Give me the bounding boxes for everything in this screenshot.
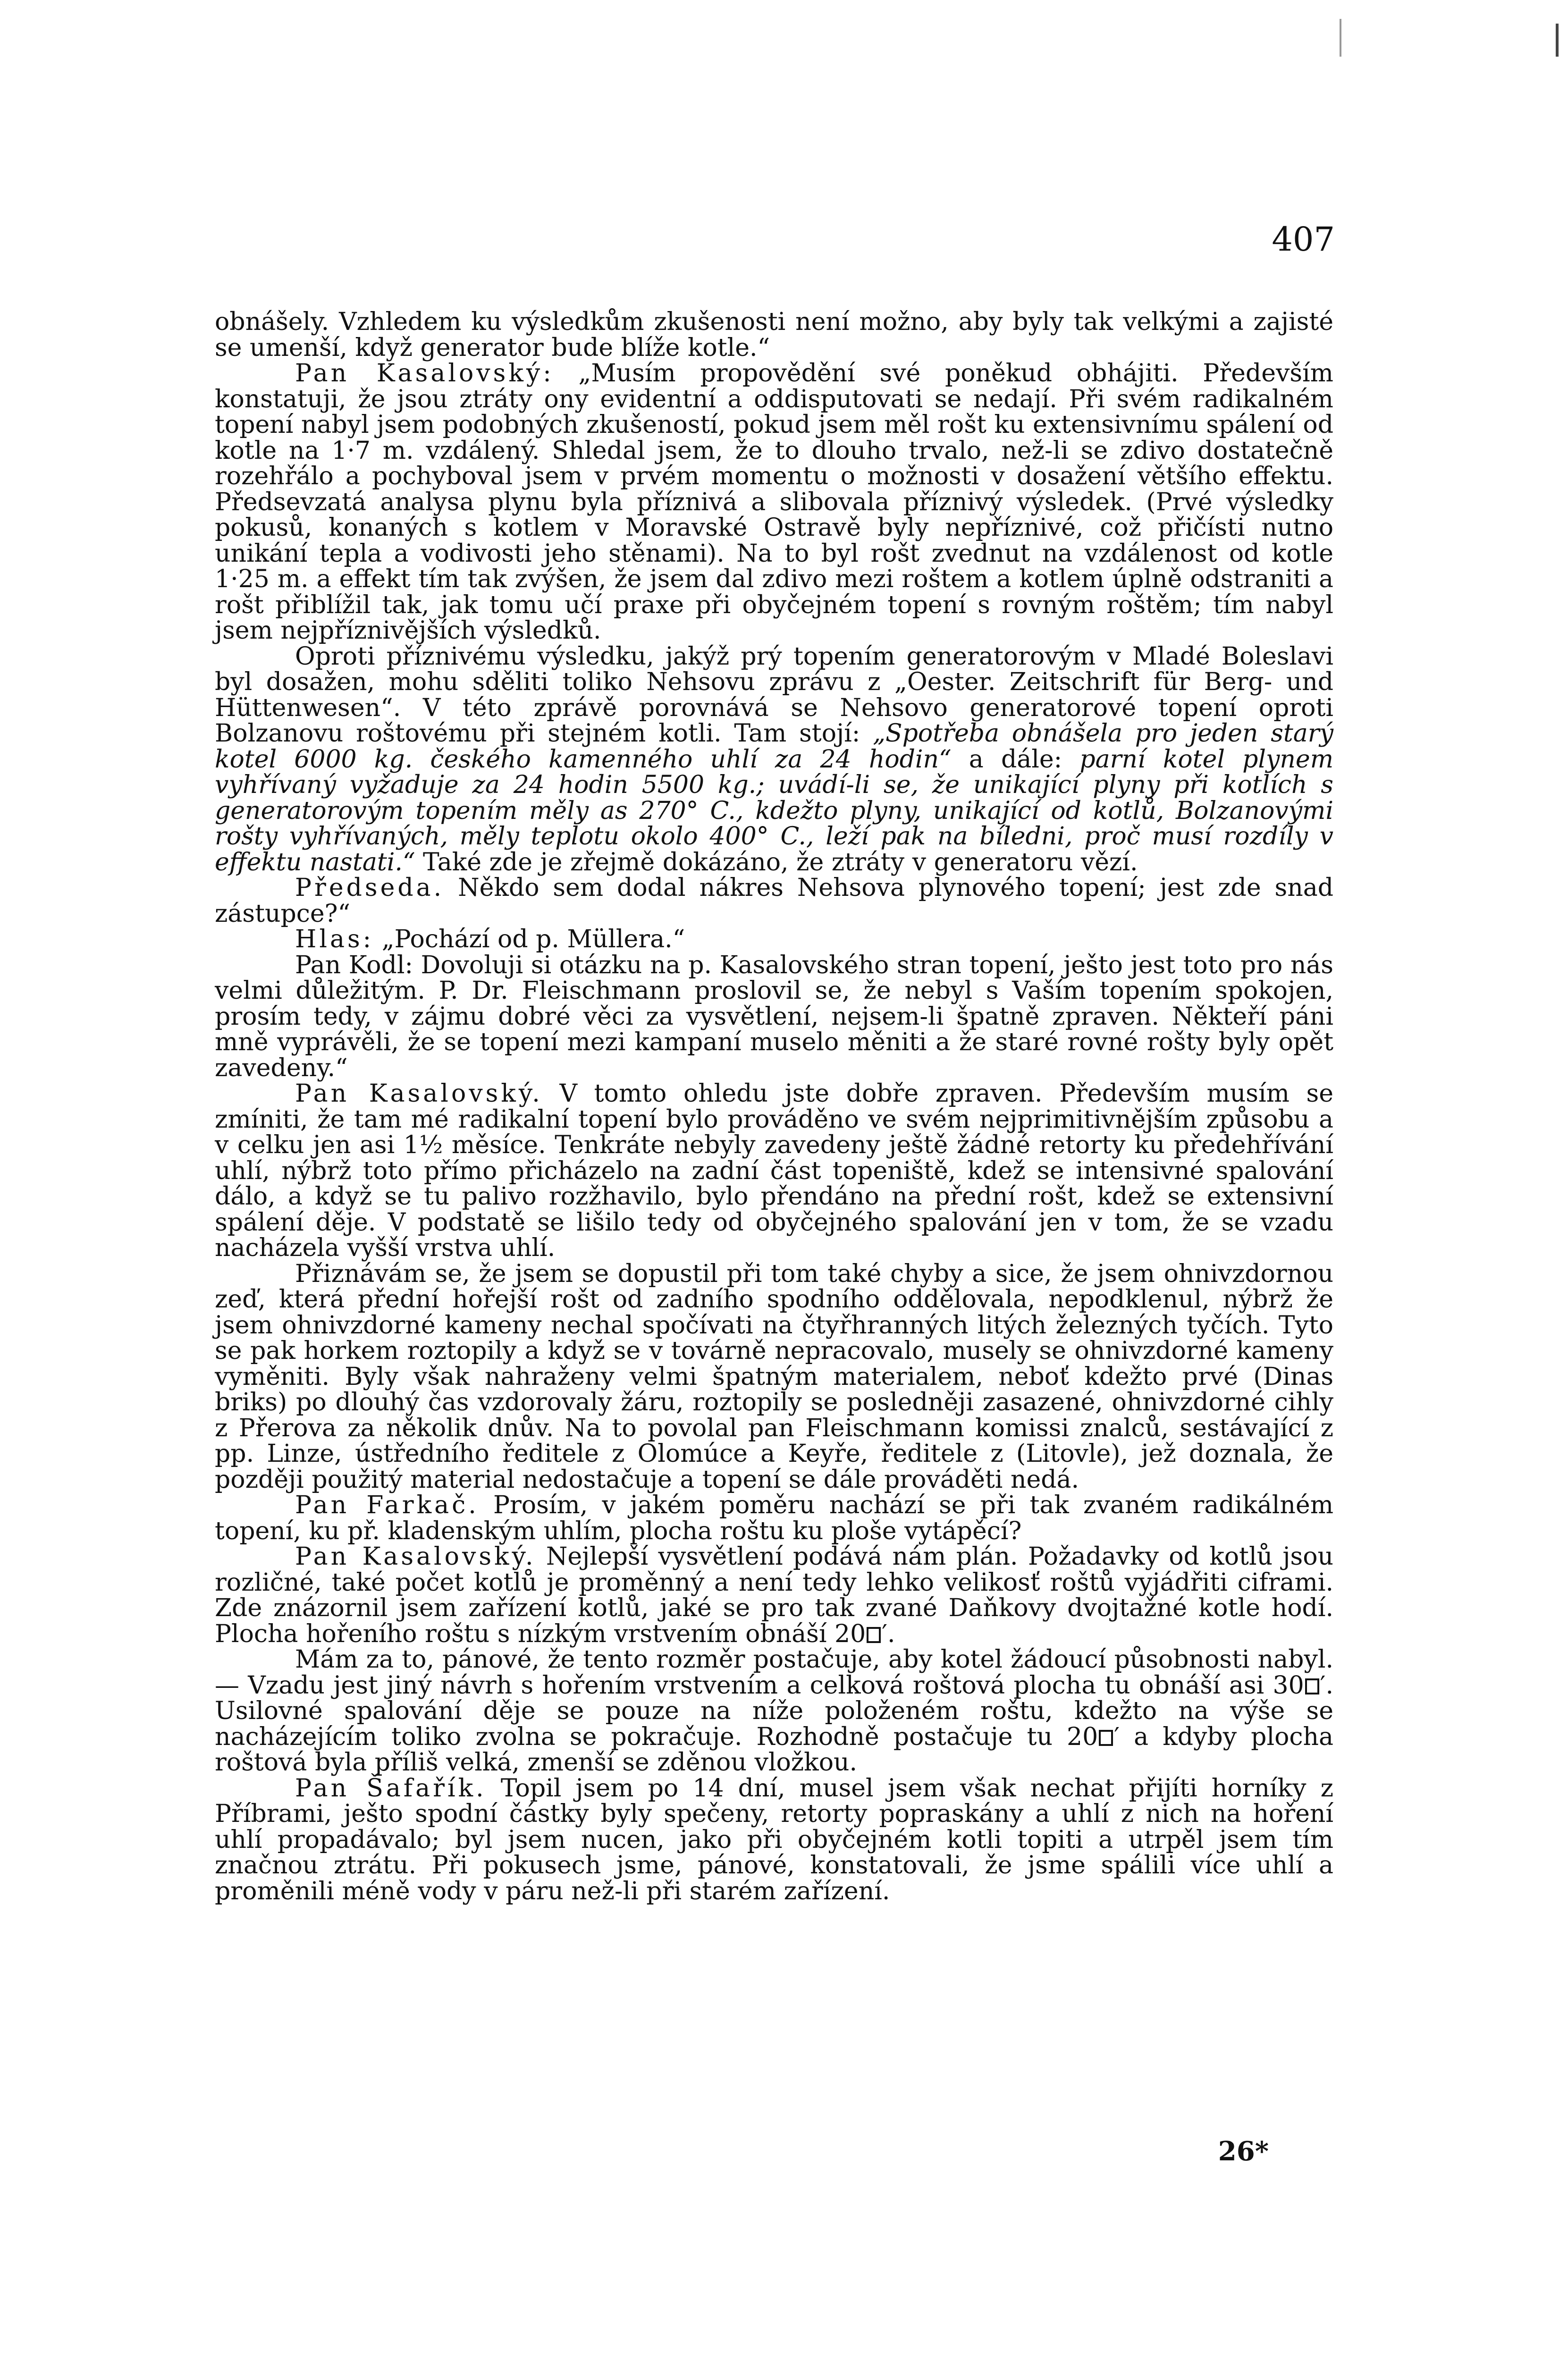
square-unit-icon	[867, 1627, 881, 1643]
paragraph-text: Mám za to, pánové, že tento rozměr postačuje, aby kotel žádoucí působnosti nabyl. — Vzadu jest jiný návrh s hořením vrstvením a celková roštová plocha tu obnáší asi 30	[215, 1645, 1333, 1700]
paragraph	[215, 644, 1333, 876]
paragraph-text: „Musím propovědění své poněkud obhájiti. Především konstatuji, že jsou ztráty ony evidentní a oddisputovati se nedají. Při svém radikalném topení nabyl jsem podobných zkušeností, pokud jsem měl rošt ku extensivnímu spálení od kotle na 1·7 m. vzdálený. Shledal jsem, že to dlouho trvalo, než-li se zdivo dostatečně rozehřálo a pochyboval jsem v prvém momentu o možnosti v dosažení většího effektu. Předsevzatá analysa plynu byla příznivá a slibovala příznivý výsledek. (Prvé výsledky pokusů, konaných s kotlem v Moravské Ostravě byly nepříznivé, což přičísti nutno unikání tepla a vodivosti jeho stěnami). Na to byl rošt zvednut na vzdálenost od kotle 1·25 m. a effekt tím tak zvýšen, že jsem dal zdivo mezi roštem a kotlem úplně odstraniti a rošt přiblížil tak, jak tomu učí praxe při obyčejném topení s rovným roštěm; tím nabyl jsem nejpříznivějších výsledků.	[215, 359, 1333, 645]
paragraph-text: „Pochází od p. Müllera.“	[374, 925, 685, 953]
paragraph-text: Prosím, v jakém poměru nachází se při tak zvaném radikálném topení, ku př. kladenským uhlím, plocha roštu ku ploše vytápěcí?	[215, 1491, 1334, 1545]
speaker-name: Pan Kodl:	[295, 951, 413, 979]
paragraph-text: ′ a kdyby plocha roštová byla příliš velká, zmenší se zděnou vložkou.	[215, 1722, 1334, 1777]
paragraph	[215, 361, 1333, 644]
document-body	[215, 309, 1333, 1904]
paragraph	[215, 1492, 1333, 1544]
speaker-name: Pan Kasalovský.	[295, 1079, 543, 1108]
paragraph-text: V tomto ohledu jste dobře zpraven. Především musím se zmíniti, že tam mé radikalní topení bylo prováděno ve svém nejprimitivnějším způsobu a v celku jen asi 1½ měsíce. Tenkráte nebyly zavedeny ještě žádné retorty ku předehřívání uhlí, nýbrž toto přímo přicházelo na zadní část topeniště, kdež se intensivné spalování dálo, a když se tu palivo rozžhavilo, bylo přendáno na přední rošt, kdež se extensivní spálení děje. V podstatě se lišilo tedy od obyčejného spalování jen v tom, že se vzadu nacházela vyšší vrstva uhlí.	[215, 1079, 1333, 1262]
paragraph	[215, 309, 1333, 361]
paragraph	[215, 1261, 1333, 1493]
speaker-name: Hlas:	[295, 925, 374, 953]
scan-edge-mark	[1340, 19, 1341, 57]
paragraph	[215, 1776, 1333, 1905]
italic-quote: „Spotřeba obnášela pro jeden starý kotel 6000 kg. českého kamenného uhlí za 24 hodin“	[215, 719, 1334, 774]
paragraph-text: Dovoluji si otázku na p. Kasalovského stran topení, ješto jest toto pro nás velmi důležitým. P. Dr. Fleischmann proslovil se, že nebyl s Vaším topením spokojen, prosím tedy, v zájmu dobré věci za vysvětlení, nejsem-li špatně zpraven. Někteří páni mně vyprávěli, že se topení mezi kampaní muselo měniti a že staré rovné rošty byly opět zavedeny.“	[215, 951, 1333, 1082]
paragraph-text: Oproti příznivému výsledku, jakýž prý topením generatorovým v Mladé Boleslavi byl dosažen, mohu sděliti toliko Nehsovu zprávu z „Oester. Zeitschrift für Berg- und Hüttenwesen“. V této zprávě porovnává se Nehsovo generatorové topení oproti Bolzanovu roštovému při stejném kotli. Tam stojí:	[215, 642, 1333, 748]
scan-edge-mark	[1556, 24, 1559, 57]
paragraph	[215, 875, 1333, 927]
speaker-name: Předseda.	[295, 874, 445, 902]
page-number: 407	[1272, 220, 1335, 259]
paragraph	[215, 952, 1333, 1081]
paragraph	[215, 927, 1333, 952]
paragraph-text: Topil jsem po 14 dní, musel jsem však nechat přijíti horníky z Příbrami, ješto spodní částky byly spečeny, retorty popraskány a uhlí z nich na hoření uhlí propadávalo; byl jsem nucen, jako při obyčejném kotli topiti a utrpěl jsem tím značnou ztrátu. Při pokusech jsme, pánové, konstatovali, že jsme spálili více uhlí a proměnili méně vody v páru než-li při starém zařízení.	[215, 1774, 1334, 1905]
speaker-name: Pan Šafařík.	[295, 1774, 487, 1803]
paragraph-text: ′.	[882, 1619, 895, 1648]
paragraph-text: ′. Usilovné spalování děje se pouze na níže položeném roštu, kdežto na výše se nacházejícím toliko zvolna se pokračuje. Rozhodně postačuje tu 20	[215, 1671, 1333, 1751]
square-unit-icon	[1099, 1730, 1113, 1746]
italic-quote: parní kotel plynem vyhřívaný vyžaduje za 24 hodin 5500 kg.; uvádí-li se, že unikající plyny při kotlích s generatorovým topením měly as 270° C., kdežto plyny, unikající od kotlů, Bolzanovými rošty vyhřívaných, měly teplotu okolo 400° C., leží pak na bíledni, proč musí rozdíly v effektu nastati.“	[215, 745, 1334, 877]
paragraph-text: obnášely. Vzhledem ku výsledkům zkušenosti není možno, aby byly tak velkými a zajisté se umenší, když generator bude blíže kotle.“	[215, 308, 1333, 362]
paragraph-text: Také zde je zřejmě dokázáno, že ztráty v generatoru vězí.	[415, 848, 1138, 877]
sheet-signature: 26*	[1218, 2136, 1269, 2167]
paragraph-text: a dále:	[951, 745, 1080, 774]
paragraph-text: Někdo sem dodal nákres Nehsova plynového topení; jest zde snad zástupce?“	[215, 874, 1333, 928]
speaker-name: Pan Farkač.	[295, 1491, 479, 1519]
speaker-name: Pan Kasalovský:	[295, 359, 554, 388]
paragraph	[215, 1081, 1333, 1261]
paragraph-text: Nejlepší vysvětlení podává nám plán. Požadavky od kotlů jsou rozličné, také počet kotlů je proměnný a není tedy lehko velikosť roštů vyjádřiti ciframi. Zde znázornil jsem zařízení kotlů, jaké se pro tak zvané Daňkovy dvojtažné kotle hodí. Plocha hořeního roštu s nízkým vrstvením obnáší 20	[215, 1542, 1333, 1648]
paragraph-text: Přiznávám se, že jsem se dopustil při tom také chyby a sice, že jsem ohnivzdornou zeď, která přední hořejší rošt od zadního spodního oddělovala, nepodklenul, nýbrž že jsem ohnivzdorné kameny nechal spočívati na čtyřhranných litých železných tyčích. Tyto se pak horkem roztopily a když se v továrně nepracovalo, musely se ohnivzdorné kameny vyměniti. Byly však nahraženy velmi špatným materialem, neboť kdežto prvé (Dinas briks) po dlouhý čas vzdorovaly žáru, roztopily se posledněji zasazené, ohnivzdorné cihly z Přerova za několik dnův. Na to povolal pan Fleischmann komissi znalců, sestávající z pp. Linze, ústředního ředitele z Olomúce a Keyře, ředitele z (Litovle), jež doznala, že později použitý material nedostačuje a topení se dále prováděti nedá.	[215, 1259, 1333, 1494]
speaker-name: Pan Kasalovský.	[295, 1542, 536, 1571]
paragraph	[215, 1647, 1333, 1776]
square-unit-icon	[1305, 1678, 1319, 1694]
paragraph	[215, 1544, 1333, 1647]
